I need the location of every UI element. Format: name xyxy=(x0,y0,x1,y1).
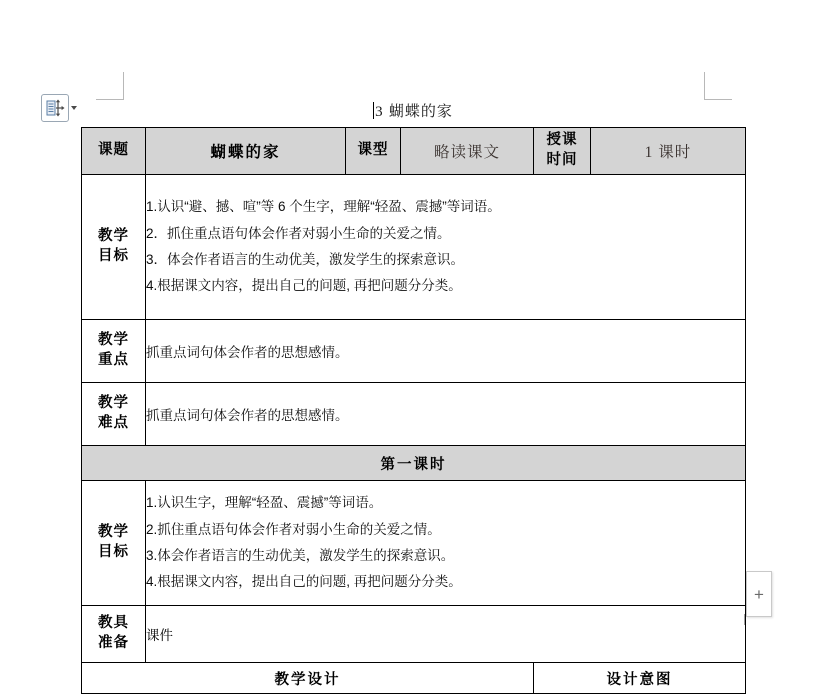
margin-marker-vertical-line xyxy=(123,72,124,100)
cell-time-label xyxy=(534,128,591,175)
teaching-aids-label-line-2: 准备 xyxy=(98,635,129,651)
document-title-number: 3 xyxy=(375,104,384,120)
objective-item: 1.认识“避、撼、喧”等 6 个生字，理解“轻盈、震撼”等词语。 xyxy=(146,199,501,215)
cell-teaching-aids-content[interactable]: 课件 xyxy=(146,606,746,663)
lesson-plan-table[interactable] xyxy=(81,127,746,694)
cell-topic-label: 课题 xyxy=(82,128,146,175)
difficulty-label-line-1: 教学 xyxy=(98,395,129,412)
table-row-section-bar xyxy=(82,446,746,481)
cell-period-objectives-content[interactable] xyxy=(146,481,746,606)
cell-objectives-label xyxy=(82,175,146,320)
time-label-line-2: 时间 xyxy=(546,152,578,168)
objectives-label-line-1: 教学 xyxy=(98,228,129,245)
key-point-label-line-1: 教学 xyxy=(98,332,129,349)
period-objectives-label-line-1: 教学 xyxy=(98,524,129,541)
table-row-period-objectives xyxy=(82,481,746,606)
period-objective-item: 2.抓住重点语句体会作者对弱小生命的关爱之情。 xyxy=(146,521,441,537)
cell-topic-value[interactable]: 蝴蝶的家 xyxy=(146,128,346,175)
teaching-aids-label-line-1: 教具 xyxy=(98,615,129,632)
cell-teaching-aids-label xyxy=(82,606,146,663)
table-row-teaching-aids xyxy=(82,606,746,663)
objective-item: 3．体会作者语言的生动优美，激发学生的探索意识。 xyxy=(146,252,465,267)
time-label-line-1: 授课 xyxy=(546,132,578,149)
document-title-text: 蝴蝶的家 xyxy=(388,103,453,120)
table-row-key-point xyxy=(82,320,746,383)
objective-item: 4.根据课文内容，提出自己的问题, 再把问题分分类。 xyxy=(146,278,462,294)
table-row-objectives xyxy=(82,175,746,320)
page-margin-marker-top-right xyxy=(704,72,732,100)
cell-difficulty-label xyxy=(82,383,146,446)
objectives-label-line-2: 目标 xyxy=(98,248,129,264)
cell-type-label: 课型 xyxy=(346,128,401,175)
cell-time-value[interactable]: 1 课时 xyxy=(591,128,746,175)
difficulty-label-line-2: 难点 xyxy=(98,415,129,431)
period-objective-item: 3.体会作者语言的生动优美，激发学生的探索意识。 xyxy=(146,548,455,563)
insert-row-button[interactable]: + xyxy=(746,571,772,617)
page-margin-marker-top-left xyxy=(96,72,124,100)
cell-difficulty-content[interactable]: 抓重点词句体会作者的思想感情。 xyxy=(146,383,746,446)
table-move-glyph xyxy=(45,98,65,118)
cell-type-value[interactable]: 略读课文 xyxy=(401,128,534,175)
cell-period-objectives-label xyxy=(82,481,146,606)
document-title xyxy=(81,100,745,121)
margin-marker-vertical-line xyxy=(704,72,705,100)
table-edge-tick xyxy=(744,614,745,625)
cell-section-bar-label: 第一课时 xyxy=(82,446,746,481)
cell-teaching-design-label: 教学设计 xyxy=(82,663,534,694)
cell-objectives-content[interactable] xyxy=(146,175,746,320)
cell-key-point-label xyxy=(82,320,146,383)
period-objective-item: 1.认识生字，理解“轻盈、震撼”等词语。 xyxy=(146,495,383,511)
table-move-handle-icon[interactable] xyxy=(41,94,69,122)
key-point-label-line-2: 重点 xyxy=(98,352,129,368)
cell-key-point-content[interactable]: 抓重点词句体会作者的思想感情。 xyxy=(146,320,746,383)
table-row-footer xyxy=(82,663,746,694)
chevron-down-icon[interactable] xyxy=(71,106,77,110)
table-row-difficulty xyxy=(82,383,746,446)
cell-design-intent-label: 设计意图 xyxy=(534,663,746,694)
period-objective-item: 4.根据课文内容，提出自己的问题, 再把问题分分类。 xyxy=(146,574,462,590)
text-cursor xyxy=(373,102,374,119)
objective-item: 2．抓住重点语句体会作者对弱小生命的关爱之情。 xyxy=(146,225,451,241)
period-objectives-label-line-2: 目标 xyxy=(98,544,129,560)
table-row-header xyxy=(82,128,746,175)
